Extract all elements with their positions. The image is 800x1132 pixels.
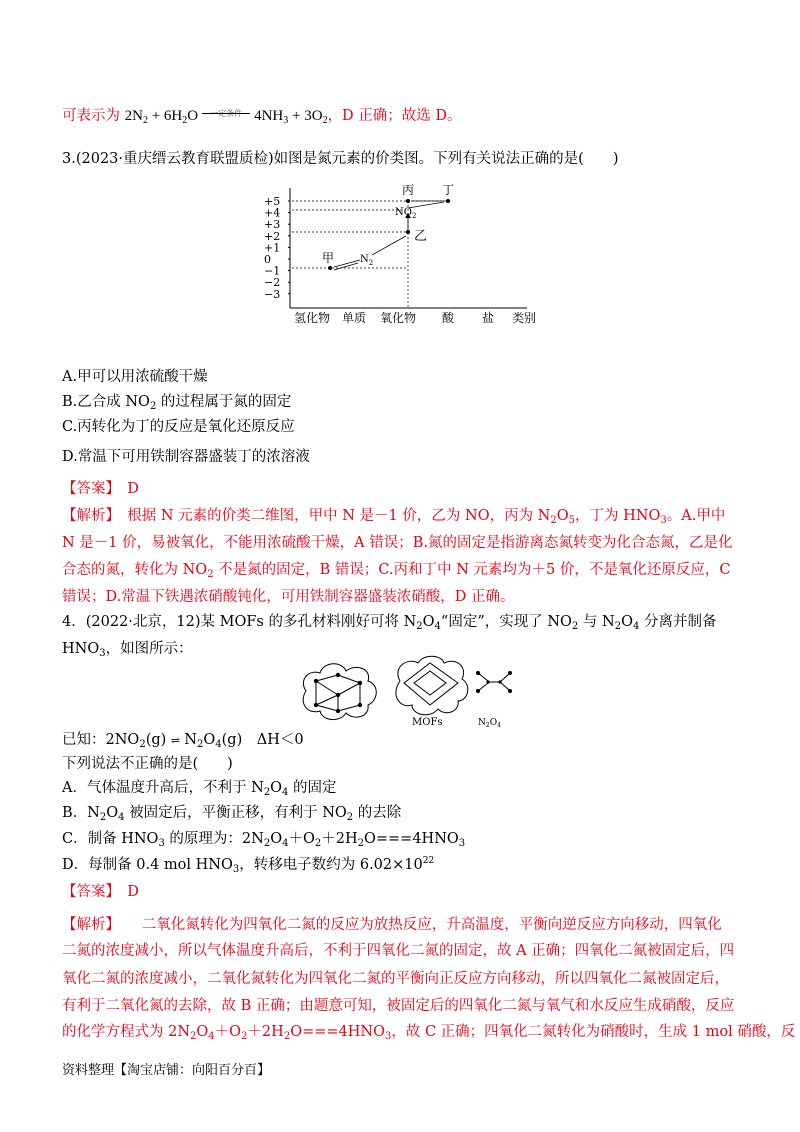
q3-option-c: C.丙转化为丁的反应是氧化还原反应 [62, 419, 295, 435]
point-ding [446, 199, 450, 203]
opt-text: A．气体温度升高后，不利于 N [62, 780, 264, 796]
equation-line [62, 103, 742, 127]
known-text: (g) [145, 732, 167, 748]
valence-class-chart [262, 180, 552, 330]
y-tick-label: 0 [264, 253, 271, 266]
analysis-label: 【解析】 [62, 508, 113, 524]
opt-text: C．制备 HNO [62, 831, 159, 847]
label-n2o4: $N_2O_4$ [478, 718, 501, 727]
eq-part: 4NH [254, 108, 284, 124]
label-no2: $NO_2$ [395, 207, 417, 220]
y-tick-label: +4 [264, 206, 281, 220]
q4-stem: 4．(2022·北京，12)某 MOFs 的多孔材料刚好可将 $N_2O_4“$固定”，实现了 $NO_2$ 与 $N_2O_4$ 分离并制备 $HNO_3$，如图所示： [62, 614, 717, 659]
q4-known: 已知：$2NO_2(g)$ ⇌ $N_2O_4(g)$ ΔH＜0 [62, 732, 304, 750]
opt-text: D．每制备 0.4 mol HNO [62, 857, 233, 873]
y-tick-label: +3 [264, 218, 281, 232]
q3-stem: 3.(2023·重庆缙云教育联盟质检)如图是氮元素的价类图。下列有关说法正确的是( ) [62, 151, 619, 167]
analysis-text: ＋2H [247, 1024, 284, 1040]
q4-option-d: D．每制备 0.4 mol $HNO_3$，转移电子数约为 $6.02\times 10^{22}$ [62, 856, 435, 875]
analysis-text: 二氧化氮转化为四氧化二氮的反应为放热反应，升高温度，平衡向逆反应方向移动，四氧化 [141, 917, 722, 933]
opt-text: B．N [62, 805, 100, 821]
stem-text: “固定”，实现了 NO [440, 614, 572, 630]
x-axis-labels [294, 310, 536, 325]
point-bing [406, 199, 410, 203]
y-tick-label: +5 [264, 195, 281, 208]
opt-text: 的原理为：2N [164, 831, 264, 847]
x-axis-label: 单质 [341, 311, 367, 325]
answer-value: D [127, 884, 139, 900]
answer-value: D [127, 481, 139, 497]
point-yi [406, 230, 410, 234]
analysis-text: 的化学方程式为 2N [62, 1024, 191, 1040]
q4-analysis-line-4: 有利于二氧化氮的去除，故 B 正确；由题意可知，被固定后的四氧化二氮与氧气和水反应生成硝酸，反应 [62, 998, 735, 1014]
point-jia [328, 266, 332, 270]
answer-label: 【答案】 [62, 884, 113, 900]
q3-answer [62, 478, 742, 500]
opt-text: 的过程属于氮的固定 [156, 394, 292, 410]
q4-question: 下列说法不正确的是( ) [62, 756, 233, 772]
q4-option-a: A．气体温度升高后，不利于 $N_2O_4$ 的固定 [62, 780, 337, 798]
y-tick-label: −1 [264, 264, 281, 278]
stem-text: 图所示： [134, 641, 193, 657]
mofs-cloud [396, 656, 468, 715]
label-jia: 甲 [322, 251, 335, 265]
x-axis-label: 氢化物 [293, 311, 331, 325]
analysis-label: 【解析】 [62, 917, 113, 933]
label-mofs: MOFs [412, 717, 443, 727]
analysis-text: 不是氮的固定，B 错误；C.丙和丁中 N 元素均为＋5 价，不是氧化还原反应，C 错误；D. [62, 562, 731, 605]
arrow-no2-ding [408, 202, 444, 208]
x-axis-label: 盐 [481, 311, 495, 325]
opt-text: ＋2H [321, 831, 358, 847]
stem-text: 分离并制备 HNO [62, 614, 717, 657]
arrow-label: 一定条件 [210, 109, 243, 118]
y-tick-label: −3 [264, 287, 281, 301]
q4-option-b: B．$N_2O_4$ 被固定后，平衡正移，有利于 $NO_2$ 的去除 [62, 805, 402, 823]
eq-part: + 6H [147, 108, 183, 124]
stem-text: 与 N [578, 614, 615, 630]
known-text: 已知：2NO [62, 732, 140, 748]
stem-text: ，如 [105, 641, 135, 657]
eq-part: 2N [124, 108, 143, 124]
answer-label: 【答案】 [62, 481, 113, 497]
label-n2: $N_2$ [360, 254, 374, 267]
q3-option-b: B.乙合成 $NO_2$ 的过程属于氮的固定 [62, 394, 292, 412]
exponent: 22 [422, 856, 435, 866]
analysis-text: ，故 C 正确；四氧化二氮转化为硝酸时，生成 1 mol 硝酸，反 [391, 1024, 796, 1040]
y-tick-label: −2 [264, 276, 281, 290]
opt-text: O===4HNO [364, 831, 459, 847]
analysis-text: 根据 N 元素的价类二维图，甲中 N 是－1 价，乙为 NO，丙为 N [127, 508, 551, 524]
q4-analysis-line-1 [62, 914, 742, 936]
analysis-text: O===4HNO [290, 1024, 385, 1040]
x-axis-label: 类别 [511, 311, 537, 325]
equilibrium-arrow: ⇌ [170, 734, 180, 747]
known-text: (g) ΔH＜0 [221, 732, 304, 748]
y-tick-label: +1 [264, 241, 281, 255]
reaction-arrow [198, 103, 254, 125]
stem-text: 4．(2022·北京，12)某 MOFs 的多孔材料刚好可将 N [62, 614, 417, 630]
equation-prefix: 可表示为 [62, 108, 120, 124]
q3-option-a: A.甲可以用浓硫酸干燥 [62, 369, 208, 385]
y-axis-ticks [264, 195, 290, 301]
q3-analysis: 【解析】 根据 N 元素的价类二维图，甲中 N 是－1 价，乙为 NO，丙为 $N_2O_5$，丁为 $HNO_3$。A.甲中 N 是－1 价，易被氧化，不能用浓硫酸干燥，A 错误；B.氮的固定是指游离态氮转变为化合态氮，乙是化合态的氮，转化为 $NO_2$ 不是氮的固定，B 错误；C.丙和丁中 N 元素均为＋5 价，不是氧化还原反应，C 错误；D.常温下铁遇浓硝酸钝化，可用铁制容器盛装浓硝酸，D 正确。 [62, 508, 733, 605]
opt-text: ＋O [288, 831, 315, 847]
mofs-figure [296, 655, 526, 727]
analysis-text: ，丁为 HNO [575, 508, 661, 524]
known-text: N [184, 732, 197, 748]
equation: $2N_2 + 6H_2O$ 一定条件 $4NH_3 + 3O_2$ [125, 108, 328, 124]
q3-option-d: D.常温下可用铁制容器盛装丁的浓溶液 [62, 449, 310, 465]
analysis-text: 常温下铁遇浓硝酸钝化，可用铁制容器盛装浓硝酸，D 正确。 [121, 589, 515, 605]
analysis-text: ＋O [214, 1024, 242, 1040]
equation-suffix: ，D 正确；故选 D。 [327, 108, 462, 124]
analysis-text: 氮，转化为 NO [105, 562, 208, 578]
x-axis-label: 酸 [441, 311, 455, 325]
opt-text: B.乙合成 NO [62, 394, 150, 410]
x-axis-label: 氧化物 [379, 311, 417, 325]
q4-analysis-line-5: 的化学方程式为 $2N_2O_4+O_2+2H_2O===4HNO_3$，故 C 正确；四氧化二氮转化为硝酸时，生成 1 mol 硝酸，反 [62, 1024, 796, 1042]
opt-text: 的固定 [288, 780, 337, 796]
label-yi: 乙 [414, 229, 428, 244]
q4-analysis-line-3: 氧化二氮的浓度减小，二氧化氮转化为四氧化二氮的平衡向正反应方向移动，所以四氧化二氮被固定后， [62, 971, 729, 987]
opt-text: 的去除 [353, 805, 402, 821]
analysis-text: －1 价，易被氧化，不能用浓硫酸干燥，A 错误；B.氮的固定是指游离态氮转变为化合态氮，乙是化合态的 [62, 535, 733, 578]
y-tick-label: +2 [264, 229, 281, 243]
q4-option-c: C．制备 $HNO_3$ 的原理为：$2N_2O_4+O_2+2H_2O===4HNO_3$ [62, 831, 466, 849]
n2o4-molecule [478, 673, 510, 691]
opt-text: ，转移电子数约为 6.02×10 [239, 857, 423, 873]
analysis-text: 。A.甲中 N 是 [62, 508, 726, 551]
eq-part: O [187, 108, 199, 124]
eq-part: + 3O [288, 108, 323, 124]
label-ding: 丁 [442, 183, 455, 197]
footer: 资料整理【淘宝店铺：向阳百分百】 [62, 1063, 271, 1078]
label-bing: 丙 [402, 183, 415, 197]
opt-text: 被固定后，平衡正移，有利于 NO [124, 805, 347, 821]
q4-analysis-line-2: 二氮的浓度减小，所以气体温度升高后，不利于四氧化二氮的固定，故 A 正确；四氧化二氮被固定后，四 [62, 943, 735, 959]
arrow-n2-yi [372, 236, 406, 255]
q4-answer [62, 881, 742, 903]
